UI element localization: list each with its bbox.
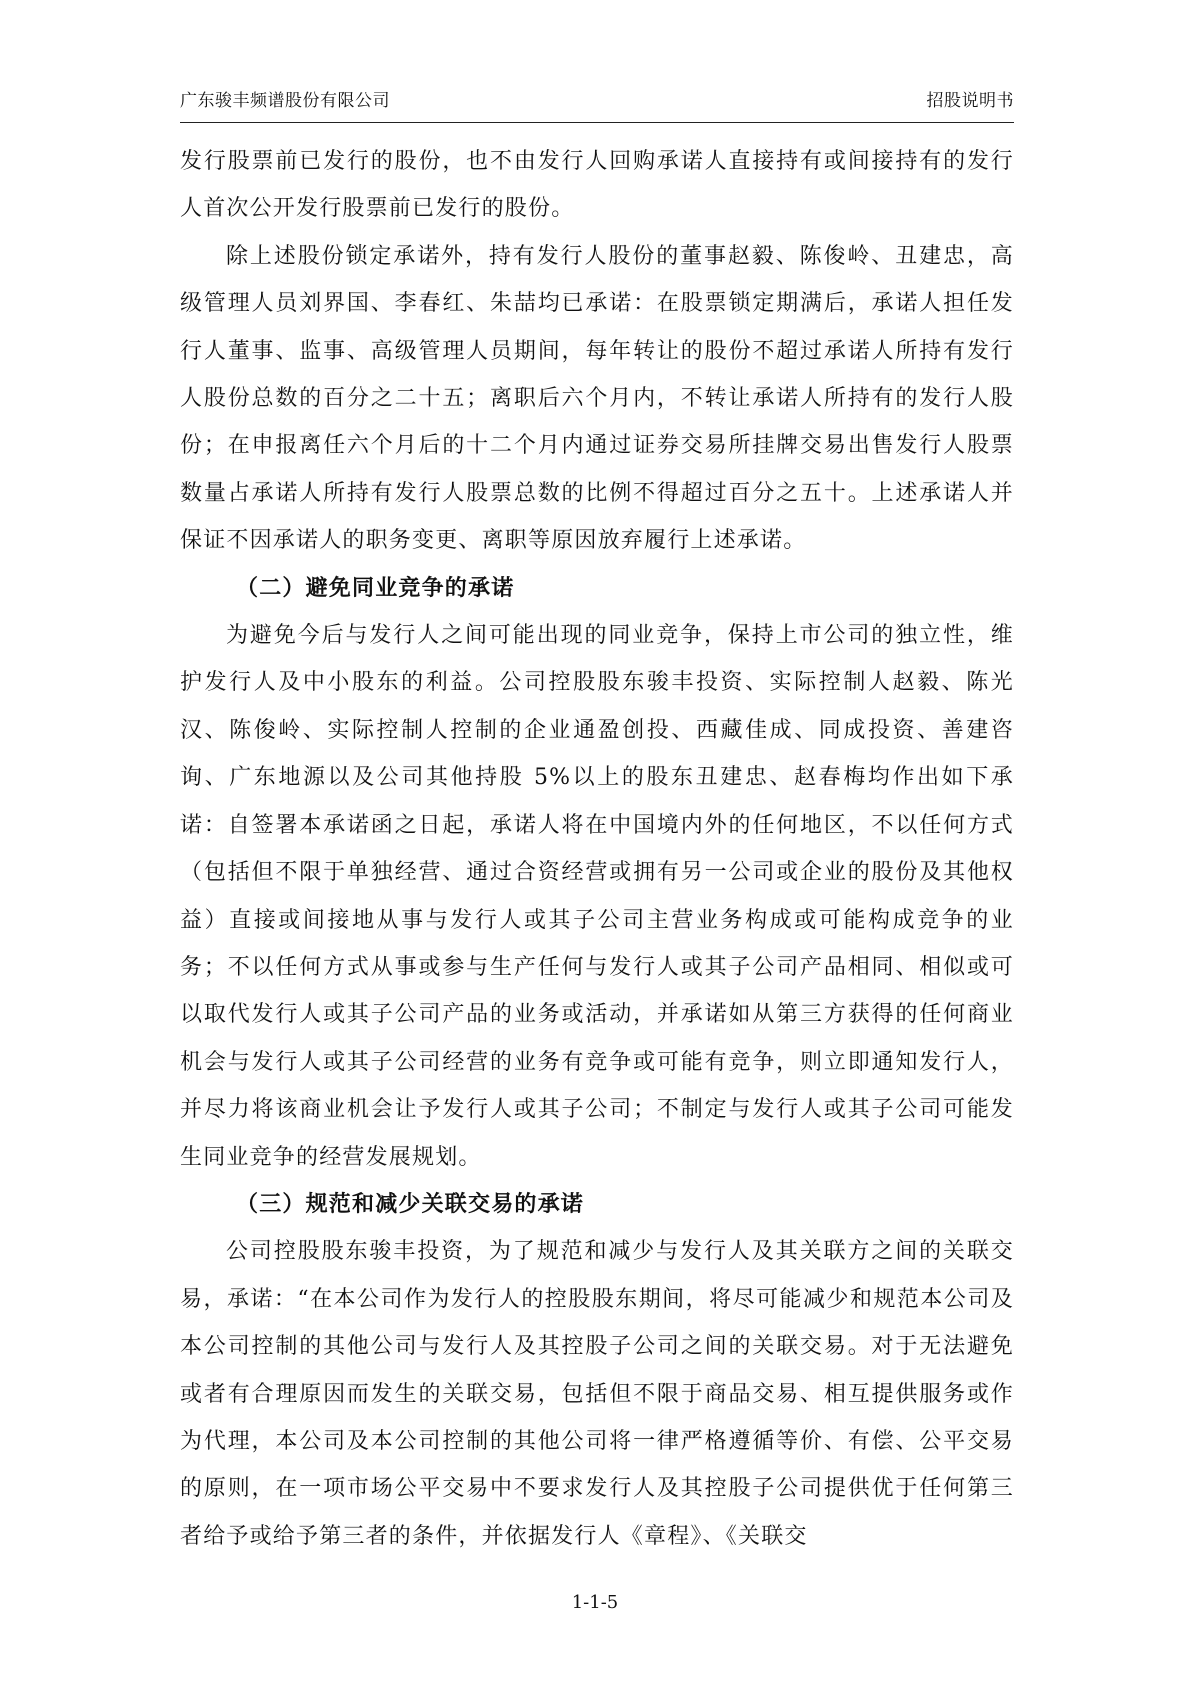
header-company-name: 广东骏丰频谱股份有限公司 [180, 91, 390, 111]
page-header [180, 86, 1014, 123]
section-heading-related-transactions: （三）规范和减少关联交易的承诺 [236, 1190, 585, 1217]
document-body [180, 138, 1014, 1560]
paragraph-related-transactions: 公司控股股东骏丰投资，为了规范和减少与发行人及其关联方之间的关联交易，承诺：“在本公司作为发行人的控股股东期间，将尽可能减少和规范本公司及本公司控制的其他公司与发行人及其控股子公司之间的关联交易。对于无法避免或者有合理原因而发生的关联交易，包括但不限于商品交易、相互提供服务或作为代理，本公司及本公司控制的其他公司将一律严格遵循等价、有偿、公平交易的原则，在一项市场公平交易中不要求发行人及其控股子公司提供优于任何第三者给予或给予第三者的条件，并依据发行人《章程》、《关联交 [180, 1239, 1014, 1549]
section-heading-non-compete: （二）避免同业竞争的承诺 [236, 574, 515, 601]
paragraph-non-compete: 为避免今后与发行人之间可能出现的同业竞争，保持上市公司的独立性，维护发行人及中小股东的利益。公司控股股东骏丰投资、实际控制人赵毅、陈光汉、陈俊岭、实际控制人控制的企业通盈创投、西藏佳成、同成投资、善建咨询、广东地源以及公司其他持股 5%以上的股东丑建忠、赵春梅均作出如下承诺：自签署本承诺函之日起，承诺人将在中国境内外的任何地区，不以任何方式（包括但不限于单独经营、通过合资经营或拥有另一公司或企业的股份及其他权益）直接或间接地从事与发行人或其子公司主营业务构成或可能构成竞争的业务；不以任何方式从事或参与生产任何与发行人或其子公司产品相同、相似或可以取代发行人或其子公司产品的业务或活动，并承诺如从第三方获得的任何商业机会与发行人或其子公司经营的业务有竞争或可能有竞争，则立即通知发行人，并尽力将该商业机会让予发行人或其子公司；不制定与发行人或其子公司可能发生同业竞争的经营发展规划。 [180, 623, 1014, 1170]
paragraph-share-lockup-continued: 发行股票前已发行的股份，也不由发行人回购承诺人直接持有或间接持有的发行人首次公开发行股票前已发行的股份。 [180, 149, 1014, 222]
header-document-type: 招股说明书 [926, 91, 1014, 111]
page-number: 1-1-5 [571, 1592, 619, 1613]
paragraph-director-commitment: 除上述股份锁定承诺外，持有发行人股份的董事赵毅、陈俊岭、丑建忠，高级管理人员刘界国、李春红、朱喆均已承诺：在股票锁定期满后，承诺人担任发行人董事、监事、高级管理人员期间，每年转让的股份不超过承诺人所持有发行人股份总数的百分之二十五；离职后六个月内，不转让承诺人所持有的发行人股份；在申报离任六个月后的十二个月内通过证券交易所挂牌交易出售发行人股票数量占承诺人所持有发行人股票总数的比例不得超过百分之五十。上述承诺人并保证不因承诺人的职务变更、离职等原因放弃履行上述承诺。 [180, 243, 1014, 554]
